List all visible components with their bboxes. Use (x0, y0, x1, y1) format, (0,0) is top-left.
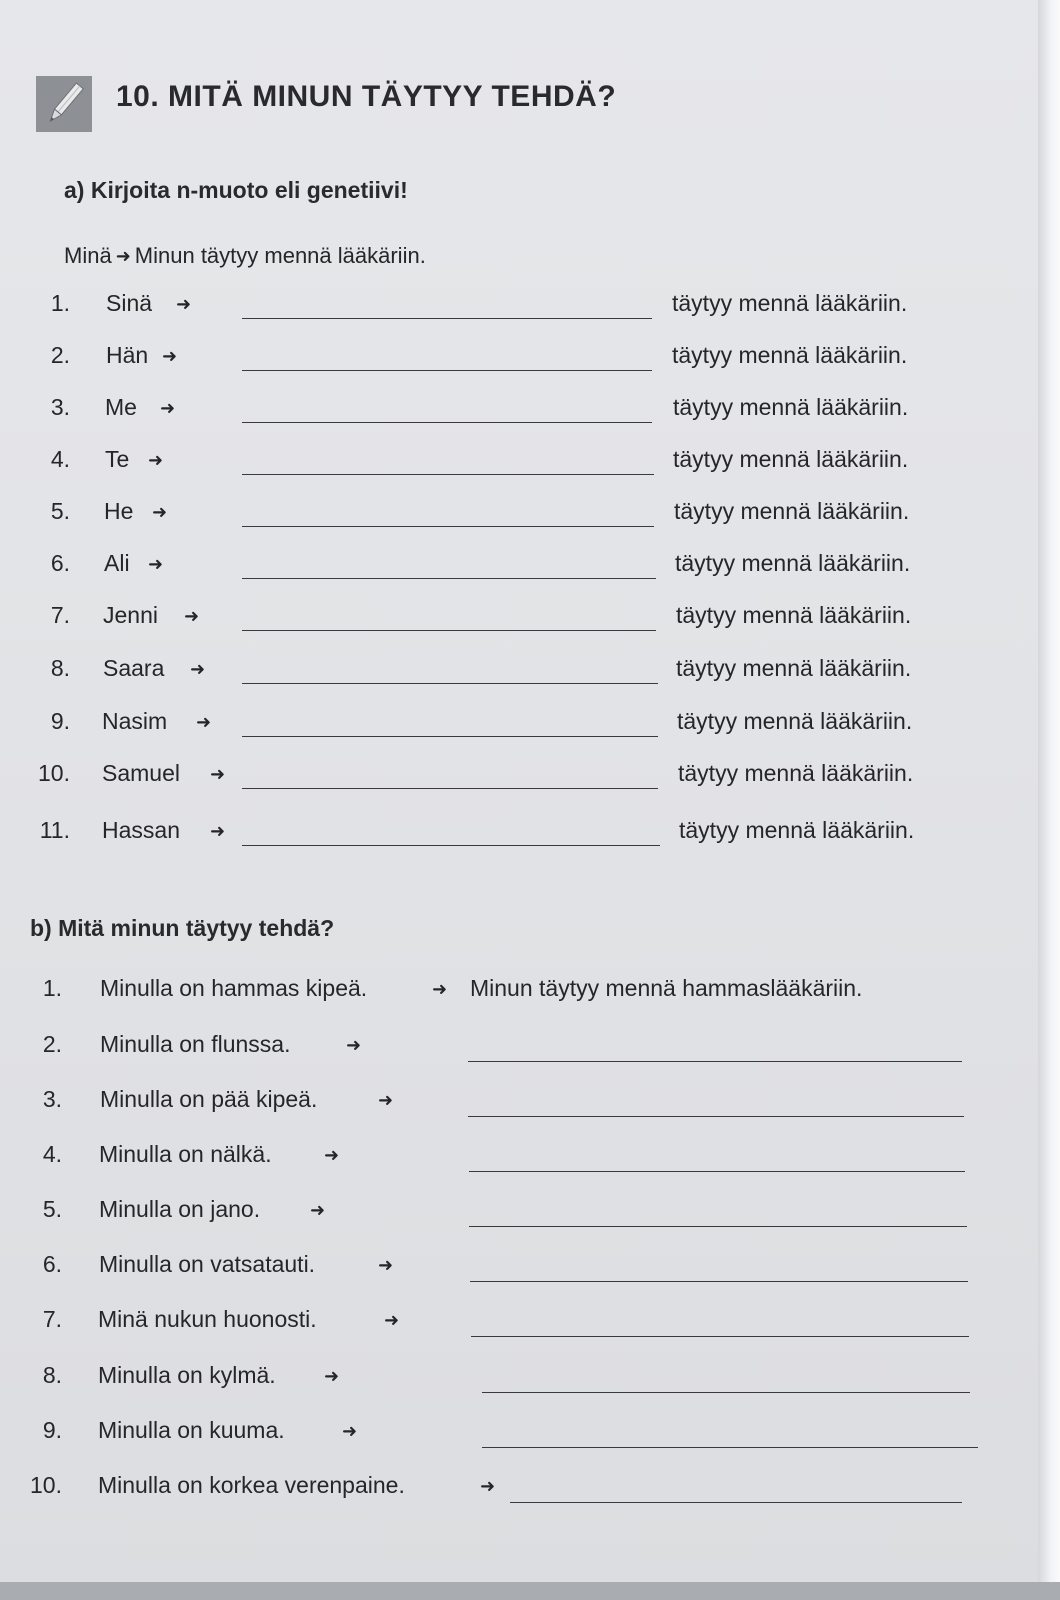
item-sentence-end: täytyy mennä lääkäriin. (673, 446, 909, 472)
answer-blank[interactable] (242, 474, 654, 475)
arrow-right-icon: ➜ (115, 246, 131, 266)
arrow-right-icon: ➜ (378, 1255, 394, 1275)
item-pronoun: Jenni (103, 602, 158, 628)
item-pronoun: Ali (104, 550, 130, 576)
page-edge (1038, 0, 1060, 1600)
answer-blank[interactable] (482, 1392, 970, 1393)
list-item (0, 1086, 1060, 1126)
list-item (0, 817, 1060, 857)
item-situation: Minulla on kuuma. (98, 1417, 285, 1443)
list-item (0, 1417, 1060, 1457)
list-item (0, 498, 1060, 538)
arrow-right-icon: ➜ (210, 764, 226, 784)
list-item (0, 1362, 1060, 1402)
item-sentence-end: täytyy mennä lääkäriin. (675, 550, 911, 576)
example-answer: Minun täytyy mennä hammaslääkäriin. (470, 975, 863, 1001)
list-item (0, 760, 1060, 800)
item-pronoun: Hassan (102, 817, 180, 843)
item-number: 7. (42, 1306, 62, 1332)
answer-blank[interactable] (242, 526, 654, 527)
arrow-right-icon: ➜ (324, 1145, 340, 1165)
answer-blank[interactable] (242, 422, 652, 423)
list-item (0, 1472, 1060, 1512)
part-a-heading: a) Kirjoita n-muoto eli genetiivi! (64, 177, 408, 203)
item-sentence-end: täytyy mennä lääkäriin. (672, 342, 908, 368)
item-pronoun: Samuel (102, 760, 180, 786)
item-number: 1. (50, 290, 70, 316)
answer-blank[interactable] (482, 1447, 978, 1448)
item-sentence-end: täytyy mennä lääkäriin. (678, 760, 914, 786)
bottom-edge (0, 1582, 1060, 1600)
answer-blank[interactable] (510, 1502, 962, 1503)
list-item (0, 602, 1060, 642)
item-number: 2. (42, 1031, 62, 1057)
answer-blank[interactable] (242, 845, 660, 846)
item-number: 9. (50, 708, 70, 734)
item-number: 8. (50, 655, 70, 681)
answer-blank[interactable] (242, 683, 658, 684)
item-sentence-end: täytyy mennä lääkäriin. (676, 602, 912, 628)
list-item (0, 290, 1060, 330)
item-number: 9. (42, 1417, 62, 1443)
arrow-right-icon: ➜ (176, 294, 192, 314)
list-item (0, 1251, 1060, 1291)
list-item (0, 342, 1060, 382)
item-situation: Minulla on vatsatauti. (99, 1251, 316, 1277)
item-number: 3. (50, 394, 70, 420)
answer-blank[interactable] (469, 1226, 967, 1227)
arrow-right-icon: ➜ (310, 1200, 326, 1220)
arrow-right-icon: ➜ (480, 1476, 496, 1496)
list-item (0, 1141, 1060, 1181)
arrow-right-icon: ➜ (432, 979, 448, 999)
item-number: 4. (50, 446, 70, 472)
arrow-right-icon: ➜ (162, 346, 178, 366)
arrow-right-icon: ➜ (342, 1421, 358, 1441)
item-pronoun: Te (105, 446, 130, 472)
item-situation: Minä nukun huonosti. (98, 1306, 317, 1332)
answer-blank[interactable] (242, 630, 656, 631)
item-sentence-end: täytyy mennä lääkäriin. (676, 655, 912, 681)
item-number: 5. (42, 1196, 62, 1222)
item-pronoun: Hän (106, 342, 149, 368)
part-b-heading: b) Mitä minun täytyy tehdä? (30, 915, 335, 941)
arrow-right-icon: ➜ (148, 450, 164, 470)
answer-blank[interactable] (242, 788, 658, 789)
item-number: 8. (42, 1362, 62, 1388)
item-pronoun: Sinä (106, 290, 153, 316)
item-number: 1. (42, 975, 62, 1001)
arrow-right-icon: ➜ (190, 659, 206, 679)
arrow-right-icon: ➜ (196, 712, 212, 732)
item-number: 3. (42, 1086, 62, 1112)
arrow-right-icon: ➜ (378, 1090, 394, 1110)
part-a-example (64, 243, 426, 269)
item-pronoun: Nasim (102, 708, 168, 734)
example-subject: Minä (64, 243, 112, 268)
item-situation: Minulla on kylmä. (98, 1362, 276, 1388)
item-sentence-end: täytyy mennä lääkäriin. (674, 498, 910, 524)
arrow-right-icon: ➜ (384, 1310, 400, 1330)
item-number: 4. (42, 1141, 62, 1167)
item-pronoun: Saara (103, 655, 165, 681)
list-item (0, 550, 1060, 590)
arrow-right-icon: ➜ (210, 821, 226, 841)
item-situation: Minulla on hammas kipeä. (100, 975, 368, 1001)
answer-blank[interactable] (242, 578, 656, 579)
answer-blank[interactable] (468, 1061, 962, 1062)
list-item (0, 708, 1060, 748)
arrow-right-icon: ➜ (160, 398, 176, 418)
item-number: 5. (50, 498, 70, 524)
item-sentence-end: täytyy mennä lääkäriin. (673, 394, 909, 420)
item-number: 10. (30, 1472, 62, 1498)
page-title: 10. MITÄ MINUN TÄYTYY TEHDÄ? (116, 80, 617, 113)
answer-blank[interactable] (469, 1171, 965, 1172)
example-answer: Minun täytyy mennä lääkäriin. (134, 243, 426, 268)
arrow-right-icon: ➜ (324, 1366, 340, 1386)
list-item (0, 975, 1060, 1015)
item-sentence-end: täytyy mennä lääkäriin. (677, 708, 913, 734)
answer-blank[interactable] (242, 370, 652, 371)
arrow-right-icon: ➜ (346, 1035, 362, 1055)
arrow-right-icon: ➜ (152, 502, 168, 522)
list-item (0, 1031, 1060, 1071)
item-situation: Minulla on korkea verenpaine. (98, 1472, 405, 1498)
arrow-right-icon: ➜ (148, 554, 164, 574)
item-number: 11. (39, 817, 70, 843)
list-item (0, 1306, 1060, 1346)
item-situation: Minulla on nälkä. (99, 1141, 272, 1167)
answer-blank[interactable] (471, 1336, 969, 1337)
item-pronoun: He (104, 498, 134, 524)
answer-blank[interactable] (468, 1116, 964, 1117)
answer-blank[interactable] (242, 318, 652, 319)
list-item (0, 1196, 1060, 1236)
item-situation: Minulla on pää kipeä. (100, 1086, 318, 1112)
item-number: 10. (38, 760, 70, 786)
list-item (0, 394, 1060, 434)
answer-blank[interactable] (470, 1281, 968, 1282)
answer-blank[interactable] (242, 736, 658, 737)
item-situation: Minulla on jano. (99, 1196, 261, 1222)
item-pronoun: Me (105, 394, 137, 420)
list-item (0, 655, 1060, 695)
item-sentence-end: täytyy mennä lääkäriin. (672, 290, 908, 316)
item-number: 6. (42, 1251, 62, 1277)
arrow-right-icon: ➜ (184, 606, 200, 626)
list-item (0, 446, 1060, 486)
item-situation: Minulla on flunssa. (100, 1031, 291, 1057)
item-number: 6. (50, 550, 70, 576)
item-number: 7. (50, 602, 70, 628)
pencil-icon (36, 76, 92, 132)
item-sentence-end: täytyy mennä lääkäriin. (679, 817, 915, 843)
item-number: 2. (50, 342, 70, 368)
